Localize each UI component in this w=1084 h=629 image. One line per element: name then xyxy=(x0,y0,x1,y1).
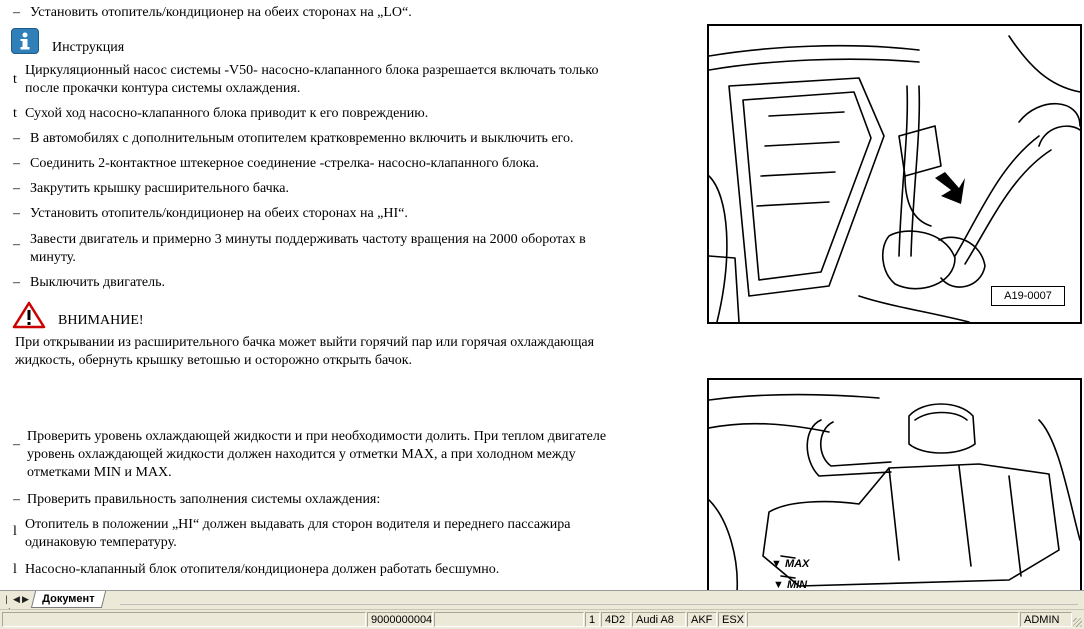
step-text: В автомобилях с дополнительным отопителем кратковременно включить и выключить его. xyxy=(30,131,574,146)
note-heading: Инструкция xyxy=(52,40,125,55)
status-user: ADMIN xyxy=(1020,612,1072,627)
info-icon xyxy=(11,28,39,54)
status-empty-cell xyxy=(2,612,366,627)
status-bar xyxy=(0,609,1084,629)
min-mark-label: ▼ MIN xyxy=(773,579,808,590)
step-text: Установить отопитель/кондиционер на обеих сторонах на „LO“. xyxy=(30,5,412,20)
dash-marker: – xyxy=(13,156,20,171)
tab-document[interactable]: Документ xyxy=(31,591,107,608)
warning-triangle-icon xyxy=(12,301,46,329)
check-text: Отопитель в положении „HI“ должен выдавать для сторон водителя и переднего пассажира xyxy=(25,517,571,532)
step-text: Проверить уровень охлаждающей жидкости и при необходимости долить. При теплом двигателе xyxy=(27,429,607,444)
horizontal-scrollbar[interactable] xyxy=(120,595,1078,605)
step-text: минуту. xyxy=(30,250,76,265)
next-sheet-icon[interactable]: ▶ xyxy=(22,594,29,604)
step-text: Выключить двигатель. xyxy=(30,275,166,290)
prev-sheet-icon[interactable]: ◀ xyxy=(13,594,20,604)
figure-label: A19-0007 xyxy=(991,286,1065,306)
status-page: 1 xyxy=(585,612,600,627)
status-doc-number: 9000000004 xyxy=(367,612,433,627)
status-code: 4D2 xyxy=(601,612,631,627)
dash-marker: – xyxy=(13,5,20,20)
warning-text: жидкость, обернуть крышку ветошью и осторожно открыть бачок. xyxy=(15,353,413,368)
dash-marker: – xyxy=(13,206,20,221)
step-text: уровень охлаждающей жидкости должен находится у отметки MAX, а при холодном между xyxy=(27,447,576,462)
status-empty-cell xyxy=(434,612,584,627)
status-gearbox: ESX xyxy=(718,612,746,627)
dash-marker: – xyxy=(13,492,20,507)
warning-text: При открывании из расширительного бачка может выйти горячий пар или горячая охлаждающая xyxy=(15,335,595,350)
expansion-tank-illustration xyxy=(707,378,1082,590)
note-text: после прокачки контура системы охлаждения. xyxy=(25,81,301,96)
note-text: Сухой ход насосно-клапанного блока приводит к его повреждению. xyxy=(25,106,429,121)
step-text: Установить отопитель/кондиционер на обеих сторонах на „HI“. xyxy=(30,206,408,221)
bullet-marker: t xyxy=(13,106,17,121)
step-text: Закрутить крышку расширительного бачка. xyxy=(30,181,289,196)
sheet-tab-bar xyxy=(0,590,1084,609)
dash-marker: – xyxy=(13,237,20,252)
bullet-marker: l xyxy=(13,562,17,577)
step-text: Соединить 2-контактное штекерное соединение -стрелка- насосно-клапанного блока. xyxy=(30,156,540,171)
status-engine: AKF xyxy=(687,612,717,627)
dash-marker: – xyxy=(13,275,20,290)
dash-marker: – xyxy=(13,437,20,452)
check-text: Насосно-клапанный блок отопителя/кондиционера должен работать бесшумно. xyxy=(25,562,500,577)
resize-grip-icon[interactable] xyxy=(1073,618,1082,627)
status-model: Audi A8 xyxy=(632,612,686,627)
step-text: Завести двигатель и примерно 3 минуты поддерживать частоту вращения на 2000 оборотах в xyxy=(30,232,586,247)
step-text: Проверить правильность заполнения системы охлаждения: xyxy=(27,492,381,507)
note-text: Циркуляционный насос системы -V50- насосно-клапанного блока разрешается включать только xyxy=(25,63,599,78)
warning-heading: ВНИМАНИЕ! xyxy=(58,313,144,328)
dash-marker: – xyxy=(13,181,20,196)
step-text: отметками MIN и MAX. xyxy=(27,465,172,480)
engine-bay-illustration xyxy=(707,24,1082,324)
max-mark-label: ▼ MAX xyxy=(771,558,810,570)
check-text: одинаковую температуру. xyxy=(25,535,177,550)
bullet-marker: l xyxy=(13,524,17,539)
status-empty-cell xyxy=(747,612,1019,627)
bullet-marker: t xyxy=(13,72,17,87)
dash-marker: – xyxy=(13,131,20,146)
first-sheet-icon[interactable]: | xyxy=(5,594,8,604)
